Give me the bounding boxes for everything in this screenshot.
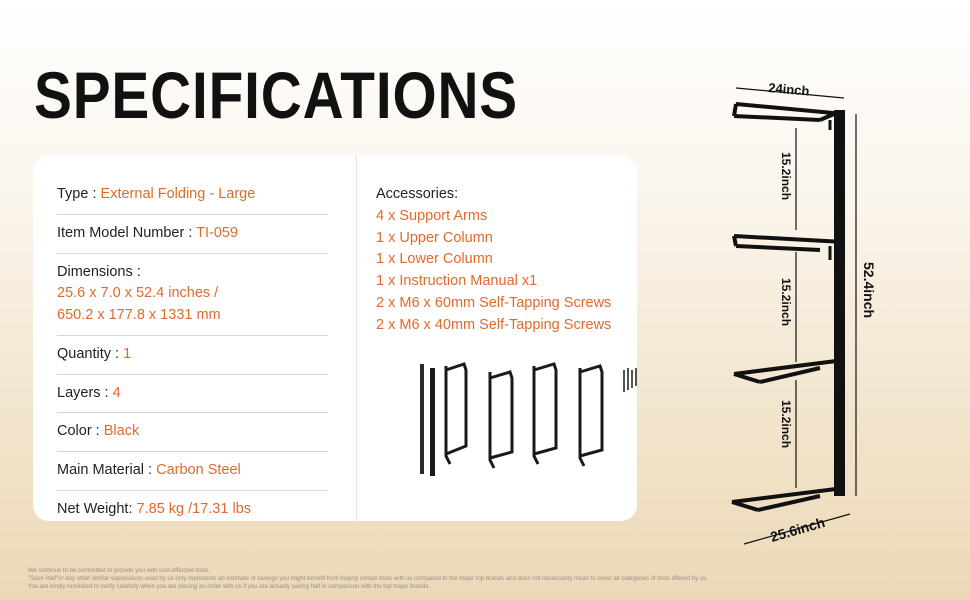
layers-value: 4 [112,384,121,401]
accessory-item: 1 x Lower Column [376,251,493,268]
material-value: Carbon Steel [156,462,241,478]
screws-image [624,368,636,392]
dimensions-value-mm: 650.2 x 177.8 x 1331 mm [57,307,221,323]
quantity-label: Quantity : [57,345,124,362]
accessories-list [376,184,631,337]
spec-card [33,156,637,521]
type-value: External Folding - Large [100,186,256,202]
footer-disclaimer [28,567,928,592]
spec-row-quantity [57,336,328,375]
model-label: Item Model Number : [57,224,197,241]
spacing-label-1: 15.2inch [779,152,793,201]
dimensions-label: Dimensions : [57,263,141,280]
footer-line: You are kindly reminded to verify carefully when you are placing an order with us if you are actually saving half in comparison with the top major brands. [28,584,430,591]
spec-row-model [57,215,328,254]
column-parts-image [420,364,435,476]
spec-row-layers [57,375,328,414]
weight-label: Net Weight: [57,500,137,517]
spacing-label-2: 15.2inch [779,278,793,327]
weight-value: 7.85 kg /17.31 lbs [136,500,252,517]
dimensions-value-inches: 25.6 x 7.0 x 52.4 inches / [57,285,219,302]
accessory-item: 2 x M6 x 40mm Self-Tapping Screws [376,316,612,333]
layers-label: Layers : [57,384,113,401]
accessory-item: 1 x Upper Column [376,229,493,246]
support-arms-image [446,364,602,468]
footer-line: "Save Half"or any other similar expressions used by us only represents an estimate of savings you might benefit from buying certain tools with us compared to the major top brands and does not necessarily mean to cover all categories of tools offered by us. [28,576,708,583]
accessories-title: Accessories: [376,186,459,202]
top-width-label: 24inch [767,80,811,99]
spec-row-color [57,413,328,452]
card-divider [356,156,357,521]
accessory-item: 4 x Support Arms [376,207,488,224]
footer-line: We continue to be committed to provide you with cost-effective tools. [28,568,211,574]
accessory-item: 1 x Instruction Manual x1 [376,273,538,290]
type-label: Type : [57,186,101,202]
spacing-label-3: 15.2inch [779,400,793,449]
color-value: Black [103,423,140,440]
parts-illustration [388,356,648,486]
spec-row-dimensions [57,254,328,336]
spec-row-material [57,452,328,491]
material-label: Main Material : [57,462,157,478]
spec-row-type [57,176,328,215]
rack-dimension-diagram [700,70,970,550]
spec-list [57,176,328,529]
page-title: SPECIFICATIONS [34,58,519,132]
rack-column [834,110,845,496]
bottom-depth-label: 25.6inch [768,514,827,545]
accessory-item: 2 x M6 x 60mm Self-Tapping Screws [376,294,612,311]
color-label: Color : [57,423,104,440]
model-value: TI-059 [196,224,239,241]
spec-row-weight [57,491,328,529]
quantity-value: 1 [123,345,132,362]
height-label: 52.4inch [861,262,877,319]
